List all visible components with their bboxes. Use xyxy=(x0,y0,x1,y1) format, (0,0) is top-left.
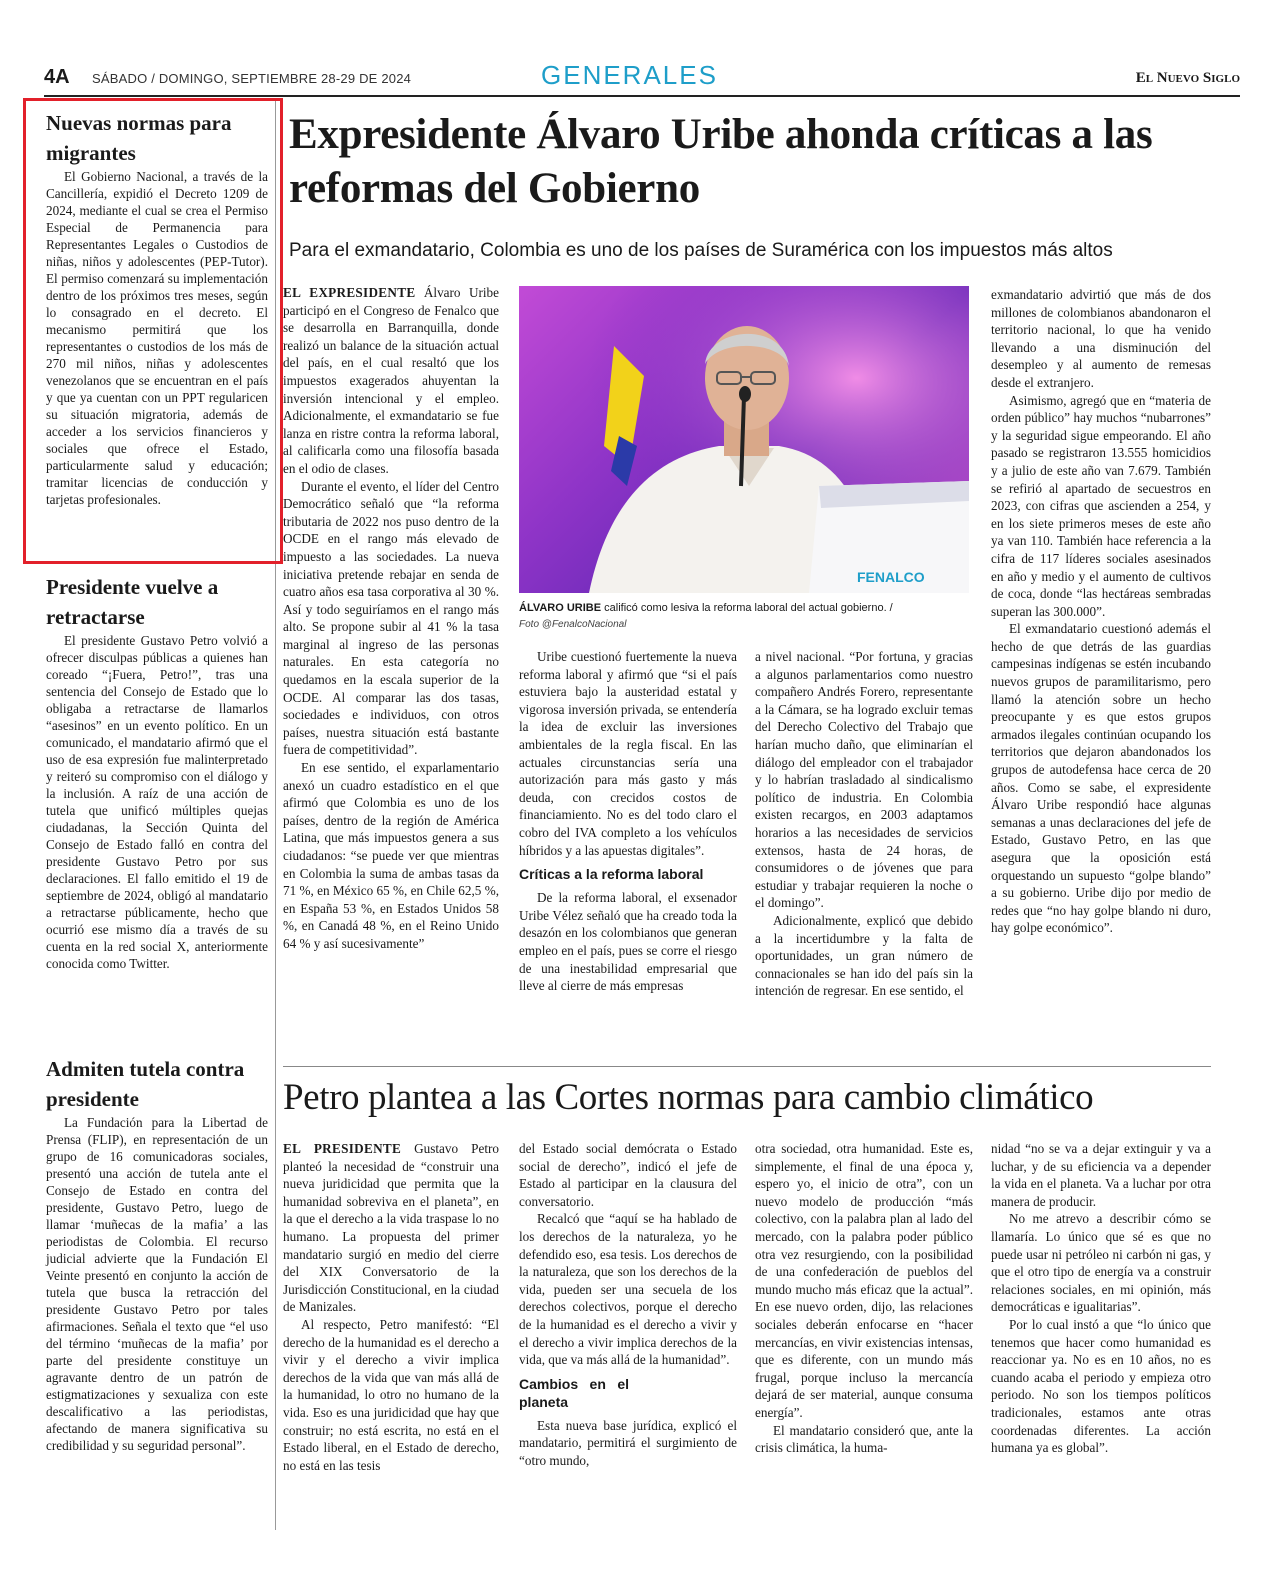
article1-column-2 xyxy=(519,648,737,995)
article-photo xyxy=(519,286,969,593)
article2-top-rule xyxy=(283,1066,1211,1067)
paragraph: De la reforma laboral, el exsenador Uribe Vélez señaló que ha creado toda la desazón en los colombianos que generan empleo en el país, pues se corre el riesgo de una inestabilidad empresarial que lleve al cierre de más empresas xyxy=(519,890,737,994)
paragraph: a nivel nacional. “Por fortuna, y gracias a algunos parlamentarios como nuestro compañero Andrés Forero, representante a la Cámara, se ha logrado excluir temas del Derecho Colectivo del Trabajo que harían mucho daño, que eliminarían el diálogo del empleador con el trabajador y lo habrían trasladado al sindicalismo político de industria. En Colombia existen recargos, en 2003 adaptamos horarios a las necesidades de servicios extensos, hasta de 24 horas, de consumidores o de jóvenes que para estudiar y trabajar requieren la noche o el domingo”. xyxy=(755,649,973,911)
brief-body: El presidente Gustavo Petro volvió a ofrecer disculpas públicas a quienes han coreado “¡Fuera, Petro!”, tras una sentencia del Consejo de Estado que lo obligaba a retractarse de llamarlos “asesinos” en un evento político. En un comunicado, el mandatario afirmó que el uso de esa expresión fue malinterpretado y reiteró su compromiso con el diálogo y la inclusión. A raíz de una acción de tutela que unificó múltiples quejas ciudadanas, la Sección Quinta del Consejo de Estado falló en contra del presidente Gustavo Petro por sus declaraciones. El fallo emitido el 19 de septiembre de 2024, obligó al mandatario a retractarse públicamente, hecho que ocurrió ese mismo día a través de su cuenta en la red social X, anteriormente conocida como Twitter. xyxy=(46,633,268,971)
paragraph: Álvaro Uribe participó en el Congreso de Fenalco que se desarrolla en Barranquilla, donde realizó un balance de la situación actual del país, en el cual resaltó que los impuestos exagerados ahuyentan la inversión intencional y el empleo. Adicionalmente, el exmandatario se fue lanza en ristre contra la reforma laboral, al calificarla como una filosofía basada en el odio de clases. xyxy=(283,285,499,476)
page-number: 4A xyxy=(44,66,70,88)
brief-title: Presidente vuelve a retractarse xyxy=(46,575,219,629)
photo-caption xyxy=(519,600,969,633)
article-dek: Para el exmandatario, Colombia es uno de los países de Suramérica con los impuestos más altos xyxy=(289,240,1113,261)
lead-word: EL EXPRESIDENTE xyxy=(283,285,416,300)
paragraph: otra sociedad, otra humanidad. Este es, simplemente, el final de una época y, espero yo, el inicio de otra”, con un nuevo modelo de producción “más colectivo, con la palabra plan al lado del mercado, con la palabra poder público otra vez resurgiendo, con la posibilidad de una confederación de pueblos del mundo mucho más eficaz que la actual”. En ese nuevo orden, dijo, las relaciones sociales deberán enfocarse en “hacer mercancías, en vivir existencias intensas, que es diferente, con un mundo más frugal, porque incluso la mercancía dejará de ser material, aunque consuma energía”. xyxy=(755,1141,973,1420)
paragraph: Al respecto, Petro manifestó: “El derecho de la humanidad es el derecho a vivir y el derecho a vivir implica derechos de la vida que van más allá de la humanidad, lo otro no humano de la vida. Eso es una juridicidad que hay que construir; no está escrita, no está en el Estado liberal, en el Estado de derecho, no está en las tesis xyxy=(283,1316,499,1473)
paragraph: nidad “no se va a dejar extinguir y va a luchar, y de su eficiencia va a depender la vida en el planeta. Va a luchar por otra manera de producir. xyxy=(991,1141,1211,1209)
article2-headline: Petro plantea a las Cortes normas para cambio climático xyxy=(283,1077,1094,1118)
paragraph: Por lo cual instó a que “lo único que tenemos que hacer como humanidad es reaccionar ya. No es en 10 años, no es cuando acaba el periodo y empieza otro periodo. No son los tiempos políticos tradicionales, estamos ante otras coordenadas diferentes. La acción humana ya es global”. xyxy=(991,1316,1211,1456)
article2-column-2 xyxy=(519,1140,737,1470)
caption-text: calificó como lesiva la reforma laboral del actual gobierno. / xyxy=(601,602,893,614)
highlight-box xyxy=(23,98,283,564)
article1-column-1 xyxy=(283,284,499,953)
paragraph: Uribe cuestionó fuertemente la nueva reforma laboral y afirmó que “si el país estuviera bajo la austeridad estatal y vigorosa inversión privada, se entendería la idea de excluir las inversiones ambientales de la regla fiscal. En las actuales circunstancias sería una autorización para más gasto y más deuda, con crecidos costos de financiamiento. No es del todo claro el cobro del IVA completo a los vehículos híbridos y a las apuestas digitales”. xyxy=(519,649,737,858)
paragraph: Durante el evento, el líder del Centro Democrático señaló que “la reforma tributaria de 2022 nos puso dentro de la OCDE en el rango más elevado de impuesto a las sociedades. La nueva iniciativa pretende rebajar en senda de cuatro años esa tasa corporativa al 30 %. Así y todo seguiríamos en el rango más alto. Se propone subir al 41 % la tasa marginal al ingreso de las personas naturales. En esta categoría no quedamos en la escala superior de la OCDE. Al comparar las dos tasas, sociedades e individuos, con otros países, nuestra situación está bastante fuera de competitividad”. xyxy=(283,478,499,758)
paragraph: Adicionalmente, explicó que debido a la incertidumbre y la falta de oportunidades, un gran número de connacionales se han ido del país sin la intención de regresar. En ese sentido, el xyxy=(755,912,973,999)
brief-retractarse xyxy=(46,572,268,972)
brief-body: La Fundación para la Libertad de Prensa (FLIP), en representación de un grupo de 16 comunicadoras sociales, presentó una acción de tutela ante el Consejo de Estado en contra del presidente, Gustavo Petro, luego de llamar ‘muñecas de la mafia’ a las periodistas de Colombia. El recurso judicial advierte que la Fundación El Veinte presentó en conjunto la acción de tutela que busca la retracción del presidente Gustavo Petro por tales afirmaciones. Señala el texto que “el uso del término ‘muñecas de la mafia’ por parte del presidente constituye un agravante dentro de un patrón de estigmatizaciones y sexualiza con este descalificativo a las periodistas, afectando de manera significativa su credibilidad y su seguridad personal”. xyxy=(46,1115,268,1453)
lead-word: EL PRESIDENTE xyxy=(283,1141,402,1156)
article1-column-4 xyxy=(991,286,1211,937)
header-rule xyxy=(44,95,1240,97)
brief-tutela xyxy=(46,1054,268,1454)
article-headline: Expresidente Álvaro Uribe ahonda críticas a las reformas del Gobierno xyxy=(289,111,1153,212)
brief-title: Nuevas normas para migrantes xyxy=(46,111,232,165)
brief-title: Admiten tutela contra presidente xyxy=(46,1057,245,1111)
paragraph: Recalcó que “aquí se ha hablado de los derechos de la naturaleza, yo he defendido eso, esa tesis. Los derechos de la naturaleza, que son los derechos de la vida, pueden ser una secuela de los derechos colectivos, porque el derecho de la humanidad es el derecho a vivir y el derecho a vivir implica derechos de la vida, que va más allá de la humanidad”. xyxy=(519,1211,737,1368)
newspaper-logo: El Nuevo Siglo xyxy=(1135,70,1240,86)
brief-body: El Gobierno Nacional, a través de la Cancillería, expidió el Decreto 1209 de 2024, mediante el cual se crea el Permiso Especial de Permanencia para Representantes Legales o Custodios de niñas, niños y adolescentes (PEP-Tutor). El permiso comenzará su implementación dentro de los próximos tres meses, según lo consagrado en el decreto. El mecanismo permitirá que los representantes o custodios de los más de 270 mil niños, niñas y adolescentes venezolanos que se encuentran en el país y que ya cuentan con un PPT regularicen su situación migratoria, además de acceder a los servicios financieros y sociales que ofrece el Estado, particularmente salud y educación; tramitar licencias de conducción y tarjetas profesionales. xyxy=(46,169,268,507)
article2-column-4 xyxy=(991,1140,1211,1457)
paragraph: El exmandatario cuestionó además el hecho de que detrás de las guardias campesinas indígenas se estén incubando nuevos grupos de paramilitarismo, pero llamó la atención sobre un hecho preocupante y es que estos grupos armados ilegales continúan ocupando los territorios que dejaron abandonados los grupos de autodefensa hace cerca de 20 años. Como se sabe, el expresidente Álvaro Uribe respondió hace algunas semanas a unas declaraciones del jefe de Estado, Gustavo Petro, en las que asegura que la oposición está orquestando un supuesto “golpe blando” a su gobierno. Uribe dijo por medio de redes que “no hay golpe blando ni duro, hay golpe económico”. xyxy=(991,621,1211,936)
article2-column-3 xyxy=(755,1140,973,1457)
paragraph: El mandatario consideró que, ante la crisis climática, la huma- xyxy=(755,1422,973,1456)
paragraph: No me atrevo a describir cómo se llamaría. Lo único que sé es que no puede usar ni petróleo ni carbón ni gas, y que el otro tipo de energía va a construir relaciones sociales, en mi opinión, más democráticas e igualitarias”. xyxy=(991,1211,1211,1315)
podium-logo-text: FENALCO xyxy=(857,569,925,585)
caption-name: ÁLVARO URIBE xyxy=(519,602,602,614)
section-name: GENERALES xyxy=(541,60,718,90)
paragraph: En ese sentido, el exparlamentario anexó un cuadro estadístico en el que afirmó que Colombia es uno de los países, dentro de la región de América Latina, que más impuestos genera a sus ciudadanos: “se puede ver que mientras en Colombia la suma de ambas tasas da 71 %, en México 65 %, en Chile 62,5 %, en España 53 %, en Estados Unidos 58 %, en Canadá 48 %, en el Reino Unido 64 % y así sucesivamente” xyxy=(283,760,499,951)
photo-illustration xyxy=(519,286,969,593)
page-header xyxy=(44,60,1240,96)
article2-column-1 xyxy=(283,1140,499,1474)
subhead: Críticas a la reforma laboral xyxy=(519,866,704,883)
paragraph: Asimismo, agregó que en “materia de orden público” hay muchos “nubarrones” y la seguridad sigue empeorando. El año pasado se registraron 13.555 homicidios y a julio de este año van 7.679. También se refirió al apartado de secuestros en 2023, con cifras que ascienden a 254, y en los siete primeros meses de este año ya van 110. También hace referencia a la cifra de 117 líderes sociales asesinados en año y medio y el aumento de cultivos de coca, donde “las hectáreas sembradas superan las 300.000”. xyxy=(991,392,1211,619)
issue-date: SÁBADO / DOMINGO, SEPTIEMBRE 28-29 DE 2024 xyxy=(92,71,412,86)
subhead: Cambios en el planeta xyxy=(519,1375,629,1410)
paragraph: Gustavo Petro planteó la necesidad de “construir una nueva juridicidad que permita que la humanidad sobreviva en el planeta”, en la que el derecho a la vida traspase lo no humano. La propuesta del primer mandatario surgió en medio del cierre del XIX Conversatorio de la Jurisdicción Constitucional, en la ciudad de Manizales. xyxy=(283,1141,499,1315)
paragraph: exmandatario advirtió que más de dos millones de colombianos abandonaron el territorio nacional, lo que ha venido llevando a una disminución del desempleo y al aumento de remesas desde el extranjero. xyxy=(991,287,1211,390)
caption-credit: Foto @FenalcoNacional xyxy=(519,619,627,630)
paragraph: Esta nueva base jurídica, explicó el mandatario, permitirá el surgimiento de “otro mundo, xyxy=(519,1417,737,1468)
article1-column-3 xyxy=(755,648,973,1000)
paragraph: del Estado social demócrata o Estado social de derecho”, indicó el jefe de Estado al participar en la clausura del conversatorio. xyxy=(519,1141,737,1209)
